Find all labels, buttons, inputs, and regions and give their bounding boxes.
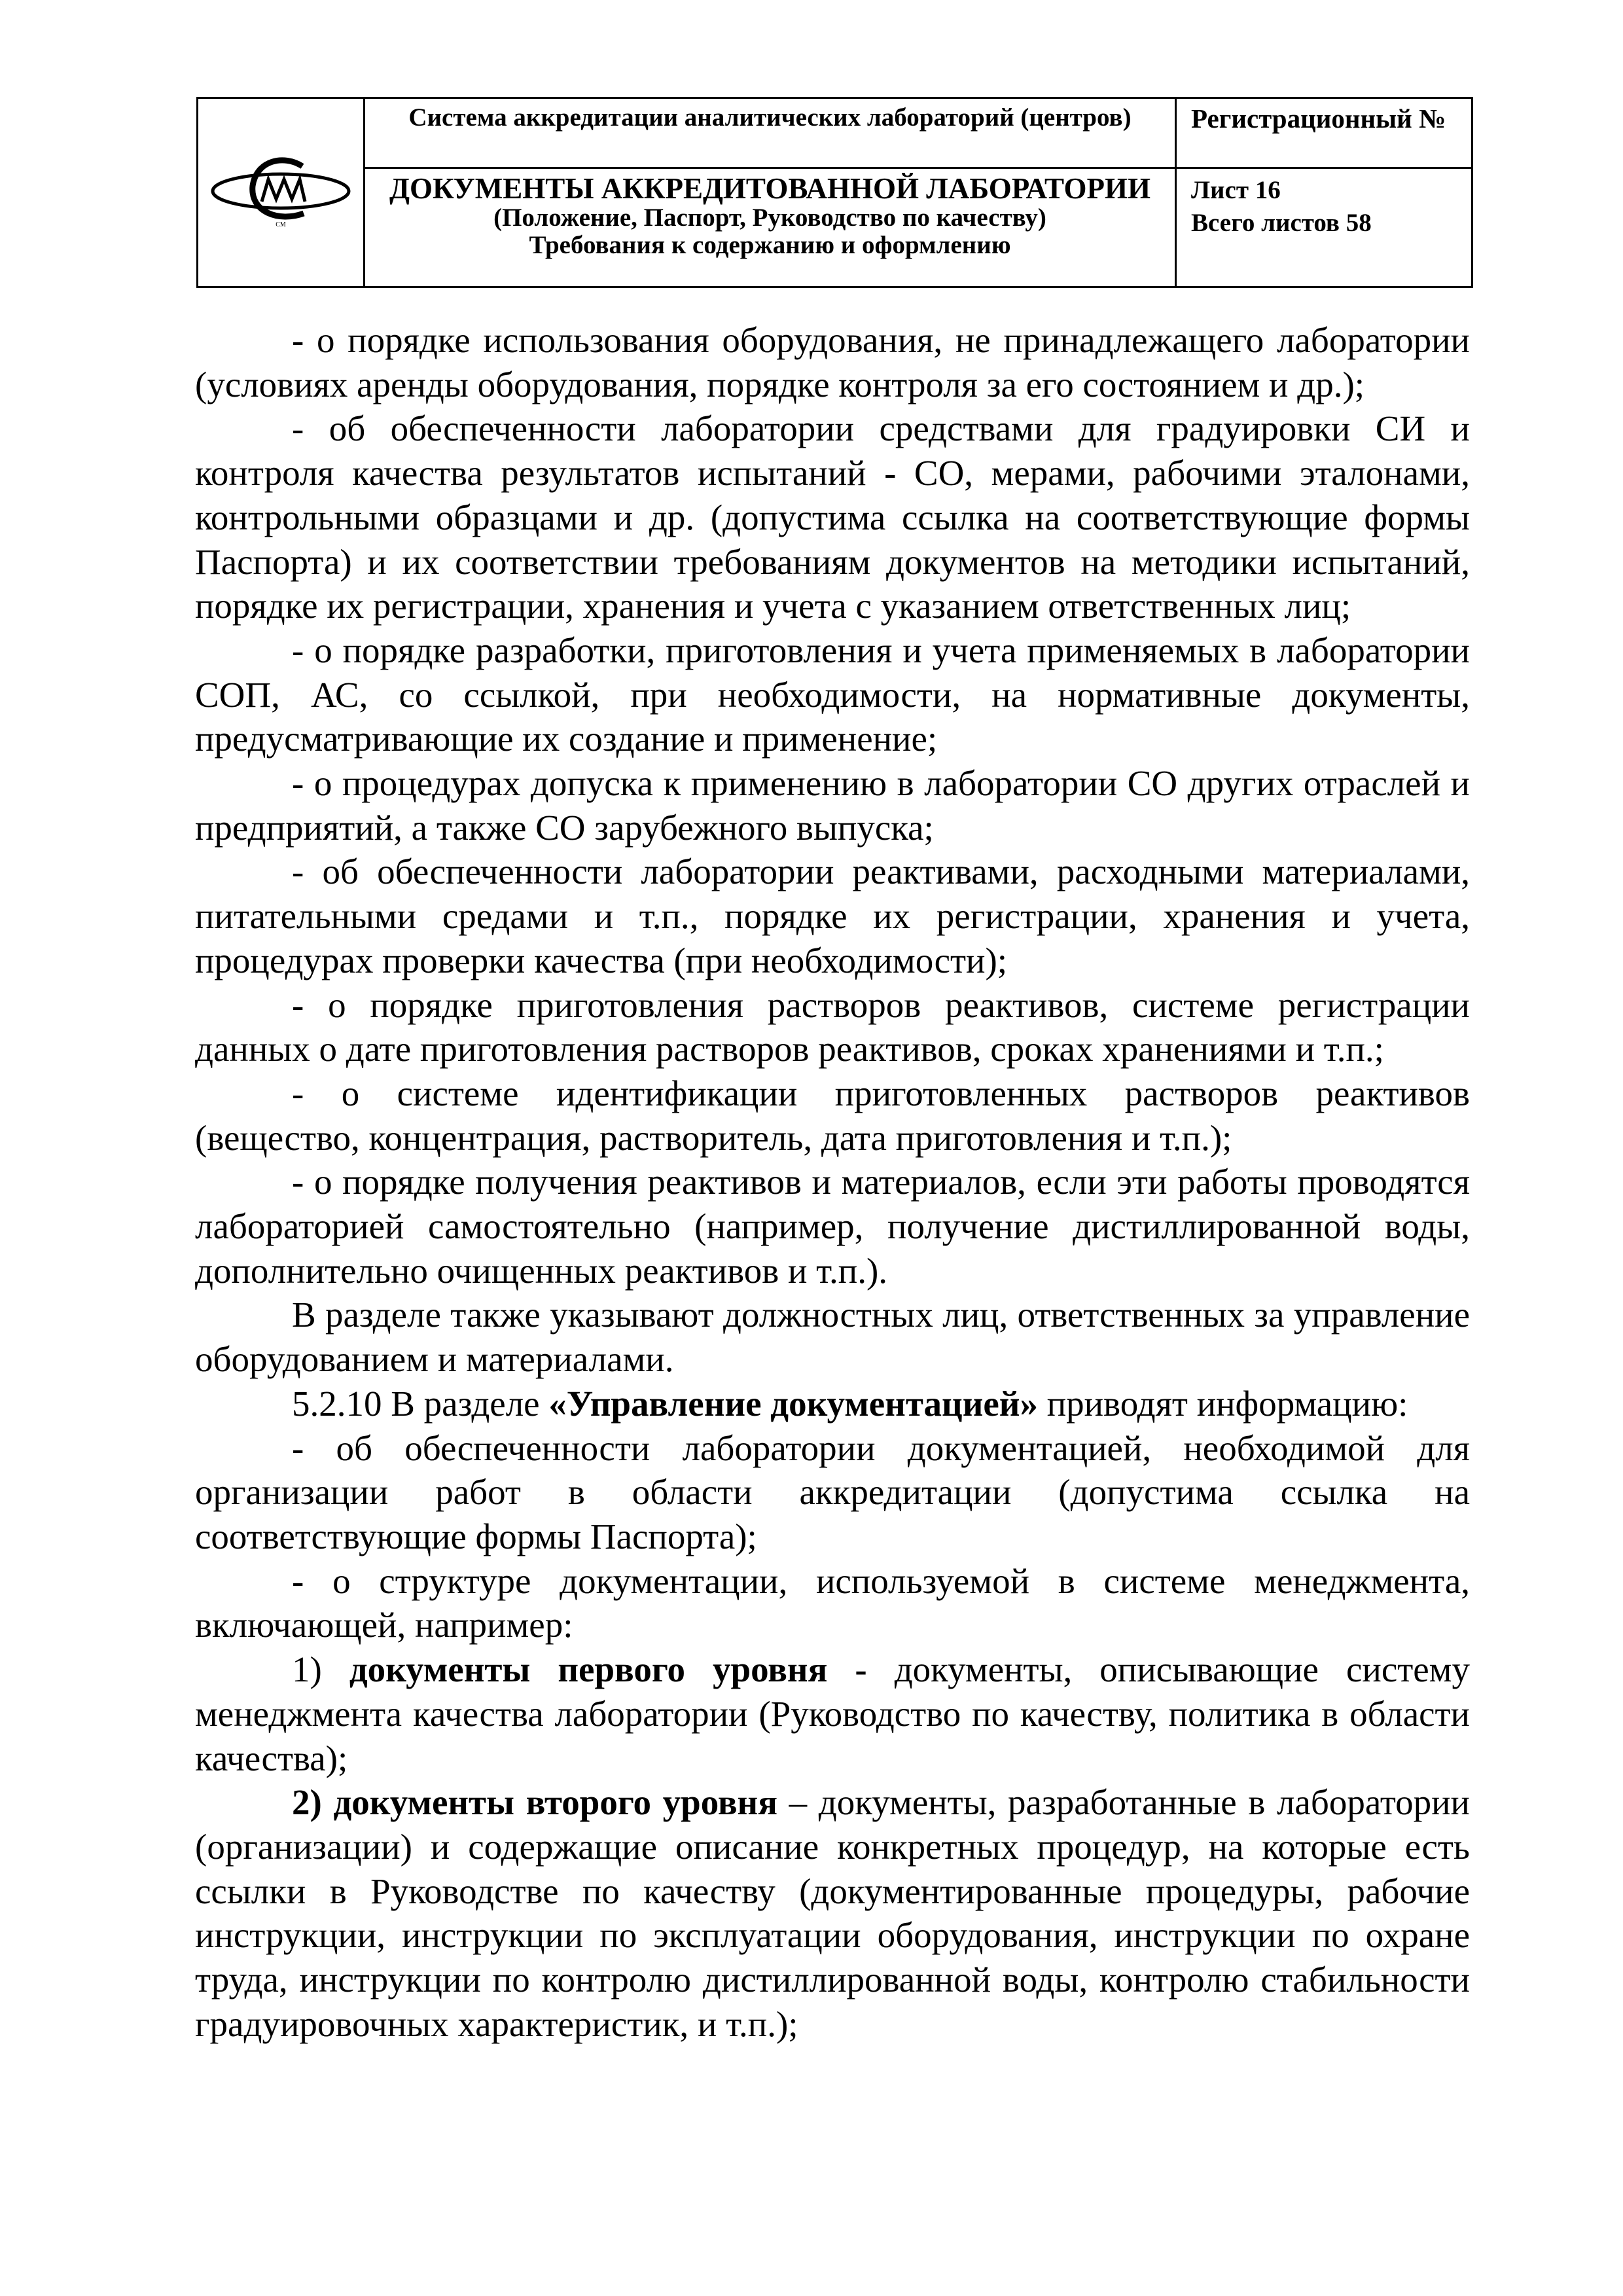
document-requirements: Требования к содержанию и оформлению (529, 231, 1011, 259)
list-item: 2) документы второго уровня – документы, разработанные в лаборатории (организации) и содержащие описание конкретных процедур, на которые есть ссылки в Руководстве по качеству (документированные процедуры, рабочие инструкции, инструкции по эксплуатации оборудования, инструкции по охране труда, инструкции по контролю дистиллированной воды, контролю стабильности градуировочных характеристик, и т.п.); (195, 1782, 1470, 2044)
logo-cell (198, 98, 365, 287)
paragraph: - об обеспеченности лаборатории средствами для градуировки СИ и контроля качества результатов испытаний - СО, мерами, рабочими эталонами, контрольными образцами и др. (допустима ссылка на соответствующие формы Паспорта) и их соответствии требованиям документов на методики испытаний, порядке их регистрации, хранения и учета с указанием ответственных лиц; (195, 408, 1470, 626)
svg-text:СМ: СМ (276, 221, 286, 228)
paragraph: - о структуре документации, используемой в системе менеджмента, включающей, например: (195, 1560, 1470, 1645)
registration-cell (1176, 98, 1472, 287)
list-item-title: документы первого уровня - (349, 1649, 867, 1690)
title-cell (365, 98, 1176, 287)
paragraph: - о порядке использования оборудования, не принадлежащего лаборатории (условиях аренды оборудования, порядке контроля за его состоянием и др.); (195, 320, 1470, 404)
document-header (196, 97, 1473, 288)
total-sheets: Всего листов 58 (1191, 209, 1372, 237)
section-heading-paragraph: 5.2.10 В разделе «Управление документацией» приводят информацию: (292, 1383, 1408, 1424)
section-title: «Управление документацией» (548, 1383, 1038, 1424)
paragraph: - об обеспеченности лаборатории реактивами, расходными материалами, питательными средами и т.п., порядке их регистрации, хранения и учета, процедурах проверки качества (при необходимости); (195, 852, 1470, 980)
list-item: 1) документы первого уровня - документы, описывающие систему менеджмента качества лаборатории (Руководство по качеству, политика в области качества); (195, 1649, 1470, 1778)
paragraph: - о порядке приготовления растворов реактивов, системе регистрации данных о дате приготовления растворов реактивов, сроках хранениями и т.п.; (195, 984, 1470, 1069)
paragraph: - о процедурах допуска к применению в лаборатории СО других отраслей и предприятий, а также СО зарубежного выпуска; (195, 763, 1470, 848)
paragraph: - о порядке получения реактивов и материалов, если эти работы проводятся лабораторией самостоятельно (например, получение дистиллированной воды, дополнительно очищенных реактивов и т.п.). (195, 1162, 1470, 1291)
paragraph: В разделе также указывают должностных лиц, ответственных за управление оборудованием и материалами. (195, 1295, 1470, 1380)
system-title: Система аккредитации аналитических лабораторий (центров) (365, 99, 1175, 169)
smm-accreditation-logo-icon (205, 152, 356, 230)
document-subtitle: (Положение, Паспорт, Руководство по качеству) (493, 204, 1046, 232)
paragraph: - об обеспеченности лаборатории документацией, необходимой для организации работ в области аккредитации (допустима ссылка на соответствующие формы Паспорта); (195, 1427, 1470, 1556)
paragraph: - о системе идентификации приготовленных растворов реактивов (вещество, концентрация, растворитель, дата приготовления и т.п.); (195, 1073, 1470, 1158)
document-body (195, 318, 1470, 2046)
sheet-number: Лист 16 (1191, 176, 1281, 204)
paragraph: - о порядке разработки, приготовления и учета применяемых в лаборатории СОП, АС, со ссылкой, при необходимости, на нормативные документы, предусматривающие их создание и применение; (195, 630, 1470, 759)
registration-label: Регистрационный № (1177, 99, 1471, 169)
list-item-title: 2) документы второго уровня (292, 1782, 777, 1823)
document-title: ДОКУМЕНТЫ АККРЕДИТОВАННОЙ ЛАБОРАТОРИИ (389, 172, 1150, 205)
